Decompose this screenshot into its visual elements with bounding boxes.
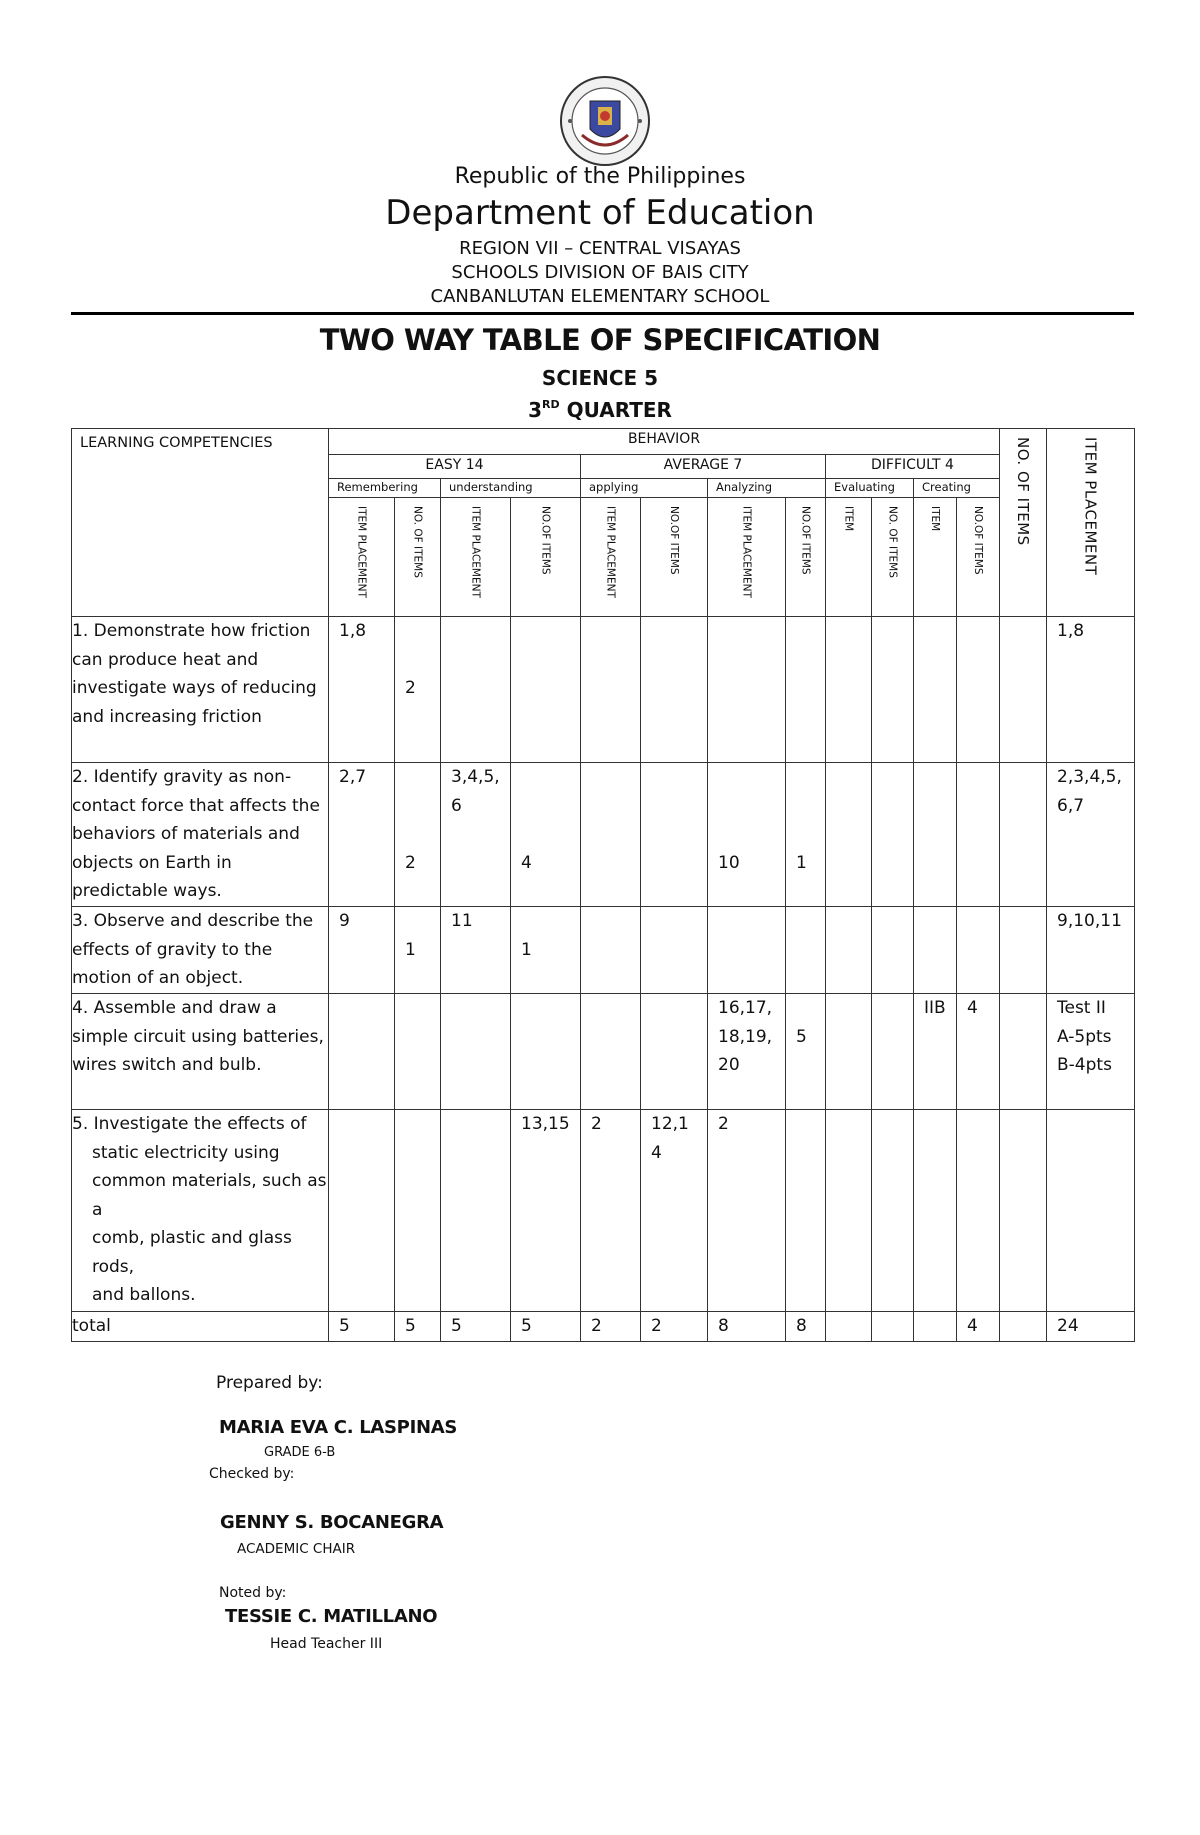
- division-text: SCHOOLS DIVISION OF BAIS CITY: [451, 262, 749, 283]
- header-item-placement: ITEM PLACEMENT: [1047, 429, 1135, 617]
- cell-und-place: 3,4,5, 6: [441, 763, 511, 907]
- header-behavior: BEHAVIOR: [329, 429, 1000, 455]
- sub-item-placement: ITEM: [826, 498, 872, 617]
- total-cell: 5: [395, 1312, 441, 1342]
- noted-name: TESSIE C. MATILLANO: [225, 1606, 438, 1627]
- cell-placement: 2,3,4,5, 6,7: [1047, 763, 1135, 907]
- cell-cre-place: IIB: [914, 994, 957, 1110]
- header-divider: [71, 312, 1134, 315]
- cell-cre-items: 4: [957, 994, 1000, 1110]
- cell-app-items: 12,1 4: [641, 1110, 708, 1312]
- sub-item-placement: ITEM PLACEMENT: [441, 498, 511, 617]
- region-text: REGION VII – CENTRAL VISAYAS: [459, 238, 741, 259]
- cell-ana-items: 1: [786, 763, 826, 907]
- cell-rem-items: 1: [395, 907, 441, 994]
- sub-no-items: NO.OF ITEMS: [786, 498, 826, 617]
- noted-label: Noted by:: [219, 1585, 287, 1601]
- cell-und-items: 1: [511, 907, 581, 994]
- sub-no-items: NO.OF ITEMS: [511, 498, 581, 617]
- table-row: [72, 994, 1135, 1110]
- cell-und-place: 11: [441, 907, 511, 994]
- checked-label: Checked by:: [209, 1466, 295, 1482]
- cell-rem-items: 2: [395, 763, 441, 907]
- cell-placement: 9,10,11: [1047, 907, 1135, 994]
- total-cell: 2: [641, 1312, 708, 1342]
- subject-label: SCIENCE 5: [541, 366, 659, 390]
- checked-title: ACADEMIC CHAIR: [237, 1541, 356, 1557]
- republic-text: Republic of the Philippines: [454, 164, 746, 189]
- cell-ana-place: 2: [708, 1110, 786, 1312]
- sub-no-items: NO. OF ITEMS: [872, 498, 914, 617]
- competency-3: 3. Observe and describe the effects of gravity to the motion of an object.: [72, 907, 329, 994]
- skill-remembering: Remembering: [329, 479, 441, 498]
- sub-no-items: NO.OF ITEMS: [957, 498, 1000, 617]
- header-competencies: LEARNING COMPETENCIES: [72, 429, 329, 617]
- cell-ana-place: 16,17, 18,19, 20: [708, 994, 786, 1110]
- total-row: [72, 1312, 1135, 1342]
- total-cell: 4: [957, 1312, 1000, 1342]
- total-cell: [826, 1312, 872, 1342]
- cell-placement: 1,8: [1047, 617, 1135, 763]
- quarter-label: 3RD QUARTER: [528, 398, 672, 422]
- skill-evaluating: Evaluating: [826, 479, 914, 498]
- cell-und-items: 4: [511, 763, 581, 907]
- level-difficult: DIFFICULT 4: [826, 455, 1000, 479]
- table-row: [72, 617, 1135, 763]
- department-title: Department of Education: [385, 193, 815, 233]
- total-cell: 5: [441, 1312, 511, 1342]
- cell-rem-place: 9: [329, 907, 395, 994]
- school-name: CANBANLUTAN ELEMENTARY SCHOOL: [430, 286, 770, 307]
- cell-rem-place: 2,7: [329, 763, 395, 907]
- sub-no-items: NO. OF ITEMS: [395, 498, 441, 617]
- sub-item-placement: ITEM PLACEMENT: [708, 498, 786, 617]
- prepared-label: Prepared by:: [216, 1373, 323, 1393]
- total-cell: 5: [329, 1312, 395, 1342]
- level-average: AVERAGE 7: [581, 455, 826, 479]
- total-cell: 8: [786, 1312, 826, 1342]
- cell-rem-place: 1,8: [329, 617, 395, 763]
- table-row: [72, 1110, 1135, 1312]
- skill-understanding: understanding: [441, 479, 581, 498]
- total-cell: 24: [1047, 1312, 1135, 1342]
- cell-placement: Test II A-5pts B-4pts: [1047, 994, 1135, 1110]
- skill-analyzing: Analyzing: [708, 479, 826, 498]
- header-no-items: NO. OF ITEMS: [1000, 429, 1047, 617]
- total-label: total: [72, 1312, 329, 1342]
- prepared-title: GRADE 6-B: [264, 1445, 336, 1460]
- competency-5: 5. Investigate the effects of static electricity using common materials, such as a comb, plastic and glass rods, and ballons.: [72, 1110, 329, 1312]
- competency-4: 4. Assemble and draw a simple circuit using batteries, wires switch and bulb.: [72, 994, 329, 1110]
- level-easy: EASY 14: [329, 455, 581, 479]
- table-row: [72, 907, 1135, 994]
- total-cell: [914, 1312, 957, 1342]
- checked-name: GENNY S. BOCANEGRA: [220, 1512, 444, 1533]
- skill-applying: applying: [581, 479, 708, 498]
- sub-item-placement: ITEM: [914, 498, 957, 617]
- skill-creating: Creating: [914, 479, 1000, 498]
- cell-ana-place: 10: [708, 763, 786, 907]
- noted-title: Head Teacher III: [270, 1636, 383, 1652]
- deped-seal: [550, 75, 660, 167]
- document-title: TWO WAY TABLE OF SPECIFICATION: [319, 323, 881, 357]
- cell-app-place: 2: [581, 1110, 641, 1312]
- total-cell: 5: [511, 1312, 581, 1342]
- sub-no-items: NO.OF ITEMS: [641, 498, 708, 617]
- specification-table: [71, 428, 1135, 1342]
- cell-ana-items: 5: [786, 994, 826, 1110]
- total-cell: 2: [581, 1312, 641, 1342]
- table-row: [72, 763, 1135, 907]
- total-cell: 8: [708, 1312, 786, 1342]
- competency-1: 1. Demonstrate how friction can produce heat and investigate ways of reducing and increasing friction: [72, 617, 329, 763]
- prepared-name: MARIA EVA C. LASPINAS: [219, 1417, 458, 1438]
- competency-2: 2. Identify gravity as non-contact force that affects the behaviors of materials and objects on Earth in predictable ways.: [72, 763, 329, 907]
- total-cell: [872, 1312, 914, 1342]
- sub-item-placement: ITEM PLACEMENT: [581, 498, 641, 617]
- cell-und-items: 13,15: [511, 1110, 581, 1312]
- cell-rem-items: 2: [395, 617, 441, 763]
- total-cell: [1000, 1312, 1047, 1342]
- sub-item-placement: ITEM PLACEMENT: [329, 498, 395, 617]
